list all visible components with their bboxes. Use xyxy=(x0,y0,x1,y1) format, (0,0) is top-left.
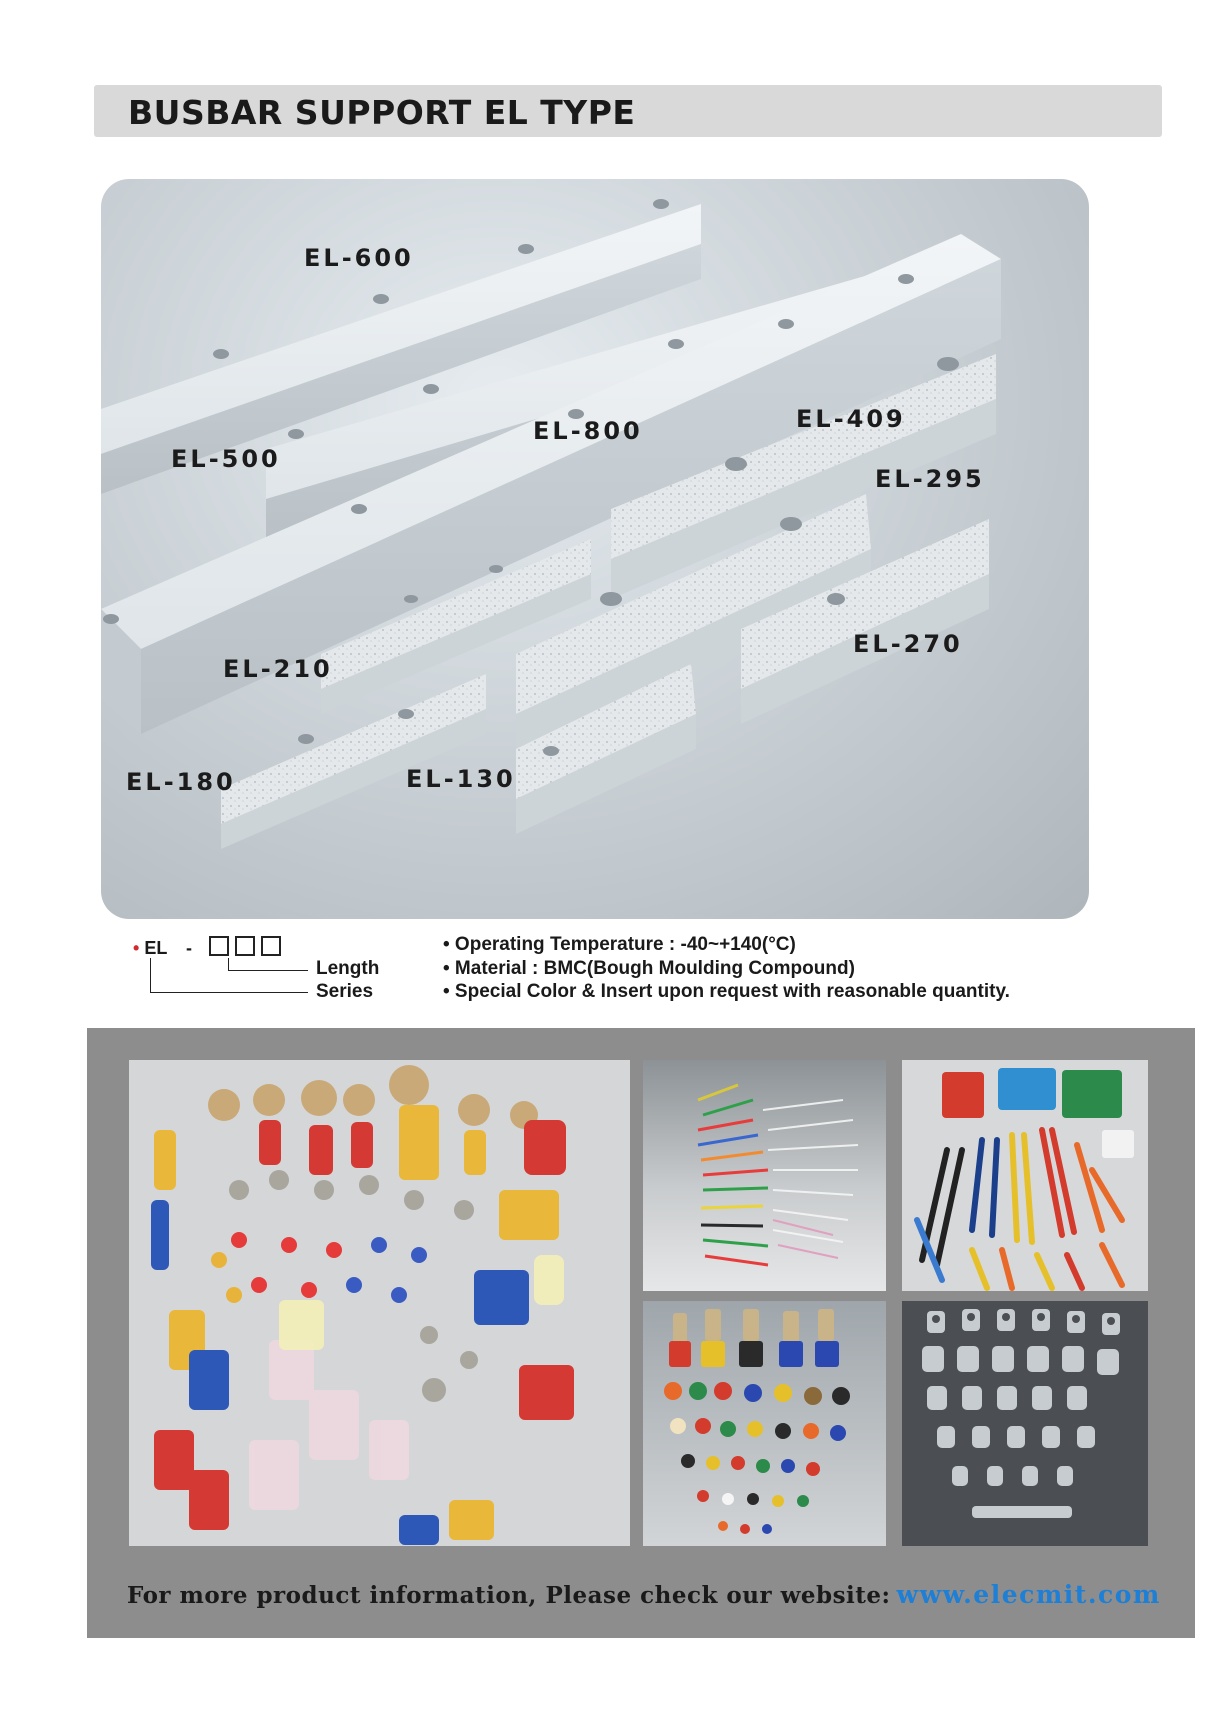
model-label-el-800: EL-800 xyxy=(533,417,643,445)
model-label-el-130: EL-130 xyxy=(406,765,516,793)
page-title: BUSBAR SUPPORT EL TYPE xyxy=(128,93,636,132)
spec-operating-temperature: • Operating Temperature : -40~+140(°C) xyxy=(443,934,796,955)
model-label-el-600: EL-600 xyxy=(304,244,414,272)
busbar-support-photo xyxy=(101,179,1089,919)
series-leader-vertical xyxy=(150,958,151,992)
model-label-el-210: EL-210 xyxy=(223,655,333,683)
model-label-el-180: EL-180 xyxy=(126,768,236,796)
model-code xyxy=(133,936,287,959)
code-box-3 xyxy=(261,936,281,956)
model-label-el-409: EL-409 xyxy=(796,405,906,433)
code-box-1 xyxy=(209,936,229,956)
spec-special-color: • Special Color & Insert upon request with reasonable quantity. xyxy=(443,981,1010,1002)
cable-ties-photo xyxy=(643,1060,886,1291)
footer-text xyxy=(127,1580,1161,1609)
copper-lugs-photo xyxy=(902,1301,1148,1546)
model-label-el-295: EL-295 xyxy=(875,465,985,493)
title-bar xyxy=(94,85,1162,137)
footer-message: For more product information, Please check our website: xyxy=(127,1582,891,1609)
ferrules-photo xyxy=(643,1301,886,1546)
model-label-el-500: EL-500 xyxy=(171,445,281,473)
website-link[interactable]: www.elecmit.com xyxy=(896,1580,1161,1609)
busbar-illustration xyxy=(101,179,1089,919)
crimping-tools-photo xyxy=(902,1060,1148,1291)
spec-material: • Material : BMC(Bough Moulding Compound) xyxy=(443,958,855,979)
code-dash: - xyxy=(186,938,193,958)
series-leader-horizontal xyxy=(150,992,308,993)
length-leader-vertical xyxy=(228,958,229,970)
code-prefix: EL xyxy=(144,938,168,958)
model-label-el-270: EL-270 xyxy=(853,630,963,658)
length-leader-horizontal xyxy=(228,970,308,971)
code-box-2 xyxy=(235,936,255,956)
related-products-panel xyxy=(87,1028,1195,1638)
terminals-photo xyxy=(129,1060,630,1546)
code-bullet: • xyxy=(133,938,140,958)
series-label: Series xyxy=(316,981,374,1002)
length-label: Length xyxy=(316,958,380,979)
